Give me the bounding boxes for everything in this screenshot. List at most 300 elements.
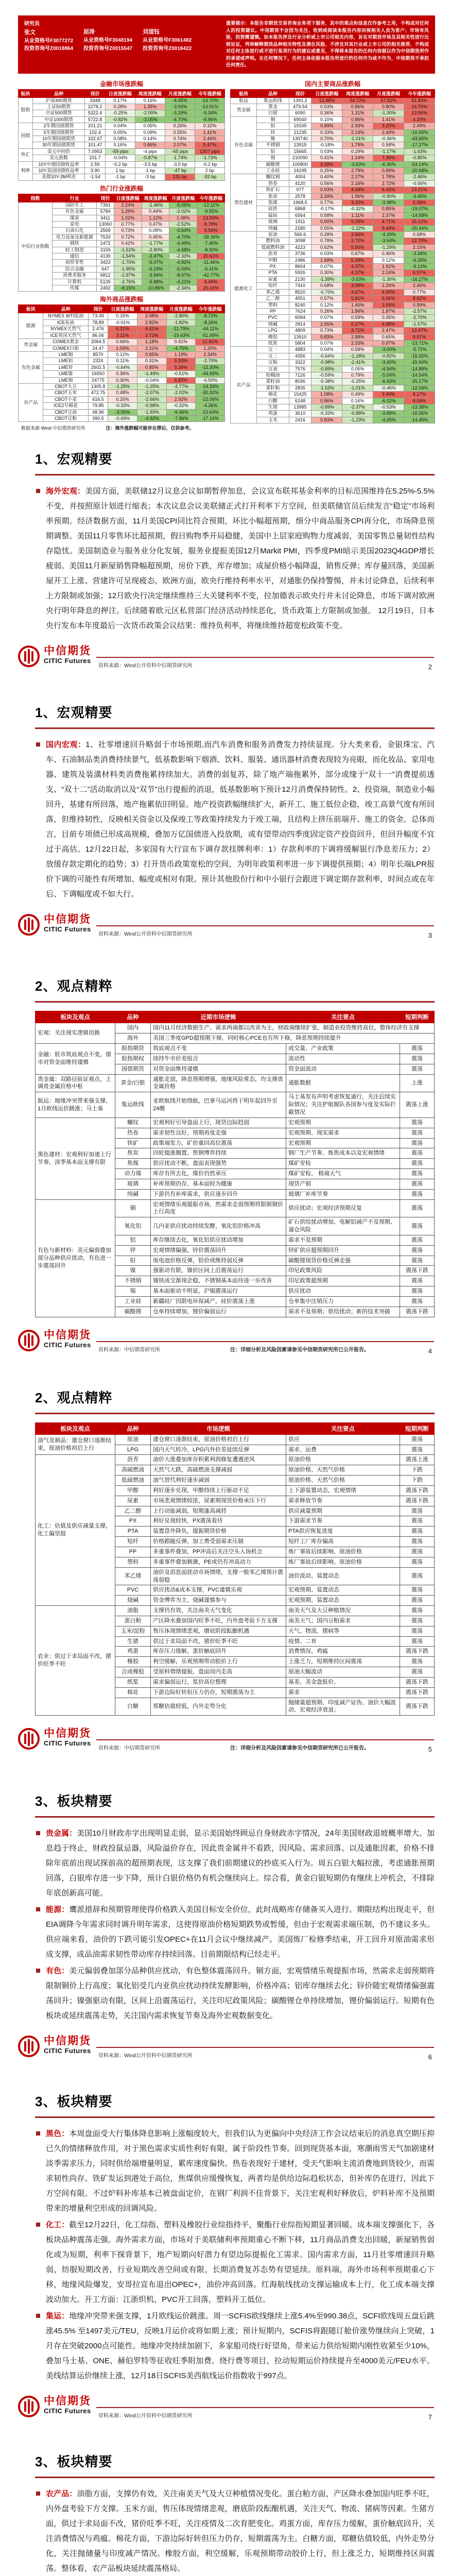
change-cell: -8.96% [195, 116, 224, 123]
variety-cell: 玻璃 [115, 1179, 151, 1189]
price-cell: 101.21 [85, 123, 105, 129]
change-cell: 0.36% [311, 110, 342, 116]
judgement-cell: 上涨 [400, 1074, 435, 1092]
change-cell: 2.34% [311, 193, 342, 199]
change-cell: 2.46% [404, 283, 435, 289]
researcher-name: 屈涛 [83, 29, 95, 35]
change-cell: -65 pips [165, 148, 195, 155]
table-row [231, 385, 435, 391]
instrument-name: PP [257, 308, 289, 314]
change-cell: -0.25% [105, 110, 135, 116]
change-cell: -6.46% [166, 409, 196, 415]
change-cell: -1.74% [165, 155, 195, 161]
change-cell: -1.01% [342, 135, 373, 142]
change-cell: -20.68% [404, 167, 435, 174]
change-cell: 0.08% [142, 228, 169, 234]
table-row [231, 296, 435, 302]
table-footnotes [21, 425, 225, 431]
table-row [19, 345, 225, 351]
sector-view-cell: 宏观：关注现实逻辑切换 [36, 1023, 115, 1044]
table-title: 金融市场涨跌幅 [99, 80, 143, 88]
price-cell: 48.96 [88, 409, 108, 415]
change-cell: 0.62% [311, 244, 342, 250]
focus-cell: 原油价格 [286, 1455, 400, 1465]
page-viewpoints-1 [35, 976, 435, 1317]
change-cell: 3.49% [373, 392, 404, 398]
price-cell: 2.476 [88, 326, 108, 332]
price-cell: 210090 [289, 155, 311, 161]
change-cell: 4.90% [373, 289, 404, 295]
instrument-name: 低硫燃料油 [257, 244, 289, 250]
variety-cell: 国内 [115, 1023, 151, 1033]
change-cell: 0.74% [165, 135, 195, 142]
variety-cell: 黄金/白银 [115, 1074, 151, 1092]
table-row [19, 371, 225, 377]
judgement-cell: 震荡 [400, 1585, 435, 1596]
change-cell: -3.05% [108, 409, 137, 415]
group-label: 农产品 [231, 347, 257, 423]
change-cell: 5.29% [342, 257, 373, 263]
table-row [231, 334, 435, 340]
change-cell: 0.41% [166, 339, 196, 345]
judgement-cell: 震荡 [400, 1297, 435, 1307]
change-cell: -2.41% [342, 360, 373, 366]
column-header: 品种 [115, 1011, 151, 1023]
change-cell: 0.12% [108, 351, 137, 358]
table-row [231, 174, 435, 180]
change-cell: -1.25% [108, 383, 137, 389]
instrument-name: 石油石化 [53, 228, 97, 234]
sector-view-cell: 航运：地缘冲突带来强支撑，1月欧线运价跳涨；马士基 [36, 1092, 115, 1118]
logic-cell: 市场悲观情绪较浓，尿素期现货价格承压下行 [151, 1496, 286, 1506]
change-cell: -30.32% [196, 390, 225, 396]
change-cell: -8.26% [196, 319, 225, 326]
table-row [36, 1074, 435, 1092]
variety-cell: 焦炭 [115, 1148, 151, 1159]
viewpoint-table [35, 1011, 435, 1317]
change-cell: 0.66% [108, 339, 137, 345]
bullet-square-icon [36, 1969, 40, 1973]
change-cell: -2.02% [166, 390, 196, 396]
logic-cell: 供过于求局面不改，猪价旺季不旺 [151, 1636, 286, 1647]
change-cell: 2.07% [165, 142, 195, 148]
change-cell: 8.04% [404, 398, 435, 404]
change-cell: 0.72% [114, 234, 142, 240]
price-cell: 6090 [289, 110, 311, 116]
footer-source: 资料来源：Wind公开资料中信期货研究所 [98, 2053, 193, 2059]
price-cell: 4139 [97, 253, 114, 260]
table-row [231, 270, 435, 276]
change-cell: 12.48% [311, 97, 342, 104]
judgement-cell: 震荡 [400, 1445, 435, 1455]
instrument-name: 沪深300期货 [32, 97, 85, 104]
change-cell: 2.82% [137, 319, 166, 326]
section-rule [35, 474, 435, 476]
change-cell: 0.59% [342, 315, 373, 321]
focus-cell: 通胀数据 [286, 1074, 400, 1092]
logic-cell: 美国三季度GPD超预期下修，同时核心PCE也有所下修，降息预期持续提升 [151, 1033, 435, 1044]
price-table [18, 304, 225, 422]
change-cell: -1.46% [142, 202, 169, 208]
change-cell: 1.84% [342, 308, 373, 314]
column-header: 周度涨跌幅 [342, 89, 373, 97]
footer-rule [96, 657, 434, 658]
change-cell: 0.85% [373, 206, 404, 212]
change-cell: -47 bp [165, 167, 195, 174]
price-cell: 3411 [97, 215, 114, 221]
change-cell: -0.01% [108, 319, 137, 326]
judgement-cell: 震荡 [400, 1159, 435, 1169]
instrument-name: 中证1000期货 [32, 116, 85, 123]
change-cell: 6.97% [404, 270, 435, 276]
change-cell: 13.21% [404, 187, 435, 193]
instrument-name: 美债10Y-3M利差 [32, 174, 85, 180]
judgement-cell: 震荡下跌 [400, 1496, 435, 1506]
price-cell: 1391.2 [289, 97, 311, 104]
change-cell: 2.24% [114, 202, 142, 208]
focus-cell: 南美天气；国内豆粕需求 [286, 1616, 400, 1626]
logic-cell: 供应扰动&成本支撑，PVC谨慎乐观 [151, 1585, 286, 1596]
change-cell: 3.09% [373, 302, 404, 308]
change-cell: -4.68% [169, 247, 197, 253]
change-cell: 9.57% [404, 334, 435, 340]
change-cell: 0.68% [404, 232, 435, 238]
variety-cell: PVC [115, 1585, 151, 1596]
change-cell: 5.50% [342, 244, 373, 250]
change-cell: 0.90% [311, 219, 342, 225]
page-number: 5 [428, 1745, 432, 1754]
price-cell: 4223 [289, 244, 311, 250]
focus-cell: 印尼政策风险 [286, 1266, 400, 1276]
change-cell: -4.82% [169, 260, 197, 266]
column-header: 现价 [289, 89, 311, 97]
brand-name-en: CITIC Futures [44, 1739, 91, 1748]
change-cell: 0.78% [311, 238, 342, 244]
logic-cell: 建仓窗口逐渐结束，原油价格初启上行 [151, 1434, 286, 1445]
change-cell: 4.41% [137, 326, 166, 332]
change-cell: -7.46% [197, 241, 225, 247]
brand-name-cn: 中信期货 [44, 2395, 91, 2408]
change-cell: -0.04% [137, 377, 166, 383]
change-cell: 1.08% [311, 392, 342, 398]
citic-logo-icon [18, 914, 40, 936]
bullet-label: 有色： [46, 1967, 70, 1976]
focus-cell: 锌矿供应超预期回升 [286, 1245, 400, 1256]
judgement-cell: 震荡 [400, 1636, 435, 1647]
judgement-cell: 震荡 [400, 1286, 435, 1297]
bullet-text: 截至12月22日，化工综指、塑料及橡胶行业综指持平，聚酯行业综指短期显著回暖。成本端支撑强化下，各板块品种震荡走强。海外需求方面，市场对于美联储利率预期重心不断下移，11月商品消费支出回暖，新屋销售弱化或为短期，利率下探背景下，地产短期向好潜力有望边际提振化工需求。国内需求方面，11月社零增速回升略弱，纺服短期改善，行业短期改善空间或有限，长期消费复苏态势有望延续。原料端，海外市场利率预期重心下移，地缘风险爆发，安哥拉宣布退出OPEC+，油价冲高回落。红海航线扰动支撑运输成本上行，化工成本端支撑波动加大。开工方面：江浙织机、PVC开工回落，塑料开工低位。 [46, 2221, 435, 2304]
price-cell: 2064.5 [88, 339, 108, 345]
change-cell: 3.28% [311, 161, 342, 167]
judgement-cell: 震荡 [400, 1657, 435, 1667]
change-cell: -5.09% [169, 266, 197, 272]
price-table [18, 194, 225, 292]
table-title: 海外商品涨跌幅 [99, 296, 143, 303]
change-cell: -0.25% [342, 379, 373, 385]
instrument-name: 塑料 [257, 302, 289, 308]
sector-view-cell: 有色与新材料：美元偏弱叠加部分品种供应扰动，有色进一步震荡回升 [36, 1199, 115, 1317]
table-row [231, 257, 435, 263]
section-heading: 3、板块精要 [35, 2094, 113, 2110]
instrument-name: 10Y美国国债收益率 [32, 167, 85, 174]
price-cell: 8570 [88, 351, 108, 358]
bullet-paragraph [35, 2217, 435, 2307]
price-cell: 13060 [97, 222, 114, 228]
change-cell: -16.27% [404, 276, 435, 282]
table-row [231, 148, 435, 155]
column-header: 板块 [19, 89, 33, 97]
researcher-name: 张文 [24, 29, 36, 36]
change-cell: 1.92% [373, 264, 404, 270]
change-cell: -92 bp [195, 174, 224, 180]
change-cell: -0.64% [108, 364, 137, 370]
bullet-label: 集运： [46, 2312, 70, 2321]
judgement-cell: 震荡 [400, 1128, 435, 1138]
bullet-text: 鹰派措辞和预期管理使得价格跌入美国目标安全价位，此时战略库存储备买入进行。期限结构出现走平，但EIA调降今年需求同时调升明年需求，这使得原油价格短期跌势或暂缓，但由于宏观需求端压制，仍不建议多头。供应端来看，油价的下跌可能引发OPEC+在11月会议中继续减产。美国炼厂检修季结束，开工回升对原油需求形成支撑，成品油需求韧性带动库存持续回落。目前期限结构已经走平。 [46, 1905, 435, 1959]
focus-cell: 煤矿安检 [286, 1159, 400, 1169]
change-cell: -6.36% [373, 161, 404, 167]
focus-cell: 需求不及预期 [286, 1235, 400, 1245]
change-cell: 0.32% [195, 123, 224, 129]
bullet-text: 地缘冲突带来强支撑，1月欧线运价跳涨。周一SCFIS欧线继续上涨5.4%至990.38点，SCFI欧线周五盘后跳涨45.5% 至1497美元/TEU，反映1月运价或将如期上涨；预计短期内，SCFIS将跟随订舱价涨势继续向上突破，1月存在突破2000点可能性。地缘冲突持续加剧下，多家船司绕行好望角，带来运力供给短期内刚性收紧至少10%，叠加马士基、ONE、赫伯罗特等征收旺季附加费、绕行费等项目，拉动短期运价持续提升至4000美元/FEU水平。美线结算运价继续上涨，12月18日SCFIS美西航线运价指数收于997点。 [46, 2312, 435, 2381]
change-cell: 5.81% [342, 296, 373, 302]
logic-cell: 库存有所去化，煤价仍然承压 [151, 1169, 286, 1179]
focus-cell: PTA供应恢复进度 [286, 1527, 400, 1537]
change-cell: 51.83% [404, 97, 435, 104]
judgement-cell: 震荡 [400, 1516, 435, 1527]
table-row [19, 123, 225, 129]
variety-cell: 玉米/淀粉 [115, 1626, 151, 1636]
change-cell: -4.05% [373, 417, 404, 423]
table-title: 热门行业涨跌幅 [99, 184, 143, 192]
section-rule [35, 2477, 435, 2478]
column-header: 品种 [115, 1422, 151, 1434]
domestic-commodity-table [230, 89, 435, 424]
change-cell: 0.03% [311, 251, 342, 257]
change-cell: -13.38% [404, 404, 435, 411]
change-cell: 0.15% [108, 313, 137, 319]
change-cell: 0.42% [114, 241, 142, 247]
price-cell: 1305.8 [88, 383, 108, 389]
bullet-label: 能源： [46, 1905, 70, 1914]
change-cell: 1.40% [342, 302, 373, 308]
instrument-name: 豆油 [257, 366, 289, 372]
brand-name-en: CITIC Futures [44, 925, 91, 934]
change-cell: 6.49% [197, 279, 225, 285]
judgement-cell: 震荡下跌 [400, 1266, 435, 1276]
change-cell: 0.58% [311, 212, 342, 218]
instrument-name: 传媒 [53, 285, 97, 292]
change-cell: -2.76% [114, 279, 142, 285]
judgement-cell: 震荡 [400, 1537, 435, 1547]
column-header: 周度涨跌幅 [142, 194, 169, 202]
page-footer [18, 2395, 435, 2429]
variety-cell: 铝 [115, 1235, 151, 1245]
variety-cell: 短纤 [115, 1537, 151, 1547]
change-cell: 1307 pips [195, 148, 224, 155]
logic-cell: 宏观情绪偏强，锌价震荡回升 [151, 1245, 286, 1256]
group-label: 国债 [19, 123, 33, 149]
change-cell: 0.33% [311, 129, 342, 135]
change-cell: -4.70% [165, 116, 195, 123]
table-row [19, 415, 225, 421]
variety-cell: 股指期货 [115, 1044, 151, 1054]
price-cell: 130740 [289, 135, 311, 142]
instrument-name: 工业硅 [257, 167, 289, 174]
change-cell: 7.35% [373, 155, 404, 161]
bullet-paragraph [35, 484, 435, 633]
table-row [19, 326, 225, 332]
bullet-label: 黑色： [46, 2129, 70, 2139]
table-row [36, 1455, 435, 1465]
variety-cell: 苯乙烯 [115, 1567, 151, 1585]
page-sector-3 [35, 2451, 435, 2576]
change-cell: 0.30% [108, 377, 137, 383]
instrument-name: 烧碱 [257, 321, 289, 327]
table-row [231, 264, 435, 270]
page-macro-overseas [35, 449, 435, 633]
variety-cell: 热卷 [115, 1128, 151, 1138]
focus-cell: 原油价格、天然气价格 [286, 1476, 400, 1486]
section-heading: 1、宏观精要 [35, 705, 113, 721]
change-cell: -0.33% [311, 411, 342, 417]
column-header: 板块 [19, 305, 43, 313]
bullet-paragraph [35, 1902, 435, 1962]
change-cell: -12.30% [196, 364, 225, 370]
column-header: 市场逻辑 [151, 1422, 286, 1434]
table-row [231, 392, 435, 398]
column-header: 品种 [32, 89, 85, 97]
column-header: 指数 [19, 194, 53, 202]
focus-cell: 需求 [286, 1687, 400, 1698]
instrument-name: ICE布油 [43, 319, 88, 326]
table-row [36, 1117, 435, 1128]
change-cell: -19.43% [166, 332, 196, 338]
left-table-column [18, 78, 225, 432]
variety-cell: 尿素 [115, 1496, 151, 1506]
instrument-name: CBOT小麦 [43, 396, 88, 402]
price-cell: 566.6 [289, 232, 311, 238]
bullet-text: 美国方面，美联储12月议息会议如期暂停加息，会议宣布联邦基金利率的目标范围维持在5.25%-5.5%不变，并按照原计划进行缩表；本次议息会议美联储正式打开利率下方空间，但美联储官员后续发言“稳定”市场利率预期。经济数据方面，11月美国CPI同比符合预期，环比小幅超预期，细分中商品服务CPI再分化，市场降息预期调整。美国11月零售环比超预期，假日购物季开局稳健，美国中上层家庭购物力度减弱，美国零售总量韧性结构存隐忧。美国制造业与服务业分化发展，服务业提振美国12月Markit PMI，四季度PMI暗示美国2023Q4GDP增长疲弱。美国11月新屋销售降幅超预期，房价下跌，库存增加；成屋价格小幅降温，销售反弹；库存量回落，美国新屋开工上涨、营建许可呈现疲态。欧洲方面，欧央行维持利率水平，对通胀仍保持警惕，并未讨论降息，后续利率上方限制或加强；12月欧央行决定继续维持三大关键利率不变，拉加德表示欧央行并未讨论降息，市场下调对欧洲央行明年降息的押注。后续随着欧元区私营部门经济活动持续恶化，货币政策上方限制或加强。 12月19日，日本央行发布本年度最后一次货币政策会议结果：维持负利率，将继续维持超宽松政策不变。 [46, 487, 435, 631]
page-viewpoints-2 [35, 1387, 435, 1716]
variety-cell: 碳酸锂 [115, 1307, 151, 1317]
logic-cell: 产区降水叠加国内旺季不旺，内外盘考验下方支撑 [151, 1616, 286, 1626]
change-cell: -1.30% [373, 110, 404, 116]
logic-cell: 库存继续去化，氧化铝供应扰动增加 [151, 1235, 286, 1245]
change-cell: 1.78% [373, 174, 404, 180]
judgement-cell: 震荡 [400, 1557, 435, 1567]
judgement-cell: 震荡 [400, 1506, 435, 1516]
change-cell: -0.17% [311, 206, 342, 212]
focus-cell: 马士基发布声明考虑恢复通行，关注后续实际情况；关注护航舰队各国参与度及实际拦截情况 [286, 1092, 400, 1118]
table-row [19, 161, 225, 167]
change-cell: -0.56% [404, 180, 435, 187]
focus-cell: 抛储量超预期、印度减产证伪、油价大幅波动、宏观经济衰退； [286, 1698, 400, 1716]
price-cell: 6868 [289, 206, 311, 212]
price-cell: 15425 [289, 392, 311, 398]
instrument-name: CBOT豆油 [43, 409, 88, 415]
table-row [19, 313, 225, 319]
brand-name-cn: 中信期货 [44, 645, 91, 657]
footer-note: 注：详细分析及风险因素请参见中信期货研究所已公开报告。 [230, 1347, 369, 1353]
section-rule [35, 727, 435, 729]
focus-cell: 供应 [286, 1434, 400, 1445]
disclaimer-text: 重要提示：本报告非期货交易咨询业务项下服务，其中的观点和信息仅作参考之用，不构成对任何人的投资建议。中信期货不会因为关注、收到或阅读本报告内容而视相关人员为客户；市场有风险，投资需谨慎。如本报告涉及行业分析或上市公司相关内容，旨在对期货市场及其相关性进行比较论证，列举解释期货品种相关特性及潜在风险，不涉及对其行业或上市公司的相关推荐，不构成对任何主体进行或不进行某项行为的建议或意见，不得将本报告的任何内容据以作为中信期货所作的承诺或声明。在任何情况下，任何主体依据本报告所进行的任何作为或不作为，中信期货不承担任何责任。 [226, 21, 429, 67]
change-cell: -0.64% [311, 353, 342, 359]
page-footer [18, 913, 435, 947]
table-row [19, 129, 225, 135]
table-row [19, 339, 225, 345]
group-label: 有色金属 [19, 351, 43, 383]
researcher-reg-no: 从业资格号F3048194 [83, 38, 133, 44]
column-header: 月度涨跌幅 [373, 89, 404, 97]
price-cell: 616.5 [88, 396, 108, 402]
change-cell: -8.15% [114, 285, 142, 292]
brand-name-en: CITIC Futures [44, 2407, 91, 2415]
change-cell: 1 bp [105, 167, 135, 174]
change-cell: -0.50% [196, 377, 225, 383]
change-cell: -10.86% [142, 285, 169, 292]
change-cell: 1.87% [373, 308, 404, 314]
change-cell: 2.92% [166, 396, 196, 402]
table-row [231, 219, 435, 225]
change-cell: 131 bp [165, 174, 195, 180]
logic-cell: 需求偏弱运行，浆价高位整理 [151, 1677, 286, 1687]
sector-bullets-3 [35, 2486, 435, 2576]
brand-name-en: CITIC Futures [44, 2047, 91, 2055]
price-cell: 2492 [97, 285, 114, 292]
logic-cell: 天然气大跌，高硫燃油支撑减弱 [151, 1465, 286, 1476]
bullet-text: 美国10月财政赤字出现明显走弱，显示美国始终顾忌自身财政赤字情况，24年美国财政退坡概率增大。加息趋于终止，财政投鼠忌器，风险溢价存在，因此贵金属并不看跌，因风险、需求回落、以及通胀因素，价格不排除年底前出现试探前高的超预期表现，这支撑了我们前期建议的抄底买入行为。周五白银大幅拉涨，考虑通胀预期回落，白银库存进一步下降，预计白银价格仍有机会继续向上。综合看，黄金白银短期仍有继续上冲机会，不排除年底创新高可能。 [46, 1829, 435, 1898]
page-sector-2 [35, 2091, 435, 2383]
researcher-card [24, 20, 73, 69]
price-cell: 647 [97, 266, 114, 272]
column-header: 板块 [231, 89, 257, 97]
change-cell: 0.36% [108, 371, 137, 377]
change-cell: 0.97% [373, 340, 404, 346]
column-header: 月度涨跌幅 [165, 89, 195, 97]
logic-cell: 补库预期仍存，基本面较为健康 [151, 1179, 286, 1189]
logic-cell: 售压体现情绪悲观，磨底阶段酝酿机遇 [151, 1626, 286, 1636]
table-row [19, 155, 225, 161]
brand-block [44, 2395, 91, 2415]
focus-cell: 资金面波动 [286, 1064, 400, 1074]
judgement-cell: 震荡 [400, 1667, 435, 1677]
change-cell: -0.2 bp [195, 161, 224, 167]
bullet-label: 贵金属： [46, 1829, 77, 1838]
change-cell: 6.83% [166, 377, 196, 383]
change-cell: 0.12% [373, 257, 404, 263]
variety-cell: 镍 [115, 1266, 151, 1276]
logic-cell: 下游边际好转但压力仍存，短期震荡为主 [151, 1687, 286, 1698]
column-header: 行业 [53, 194, 97, 202]
judgement-cell: 震荡 [400, 1596, 435, 1606]
instrument-name: 国防军工 [53, 202, 97, 208]
change-cell: 0.77% [114, 222, 142, 228]
change-cell: 6.78% [197, 222, 225, 228]
change-cell: -15.92% [404, 353, 435, 359]
price-table [18, 89, 225, 181]
instrument-name: 消费者服务 [53, 273, 97, 279]
table-row [36, 1199, 435, 1217]
change-cell: -2.37% [342, 404, 373, 411]
variety-cell: 铅 [115, 1256, 151, 1266]
table-row [231, 398, 435, 404]
change-cell: 0.03% [311, 148, 342, 155]
table-row [231, 315, 435, 321]
table-row [231, 283, 435, 289]
change-cell: 0.58% [373, 142, 404, 148]
